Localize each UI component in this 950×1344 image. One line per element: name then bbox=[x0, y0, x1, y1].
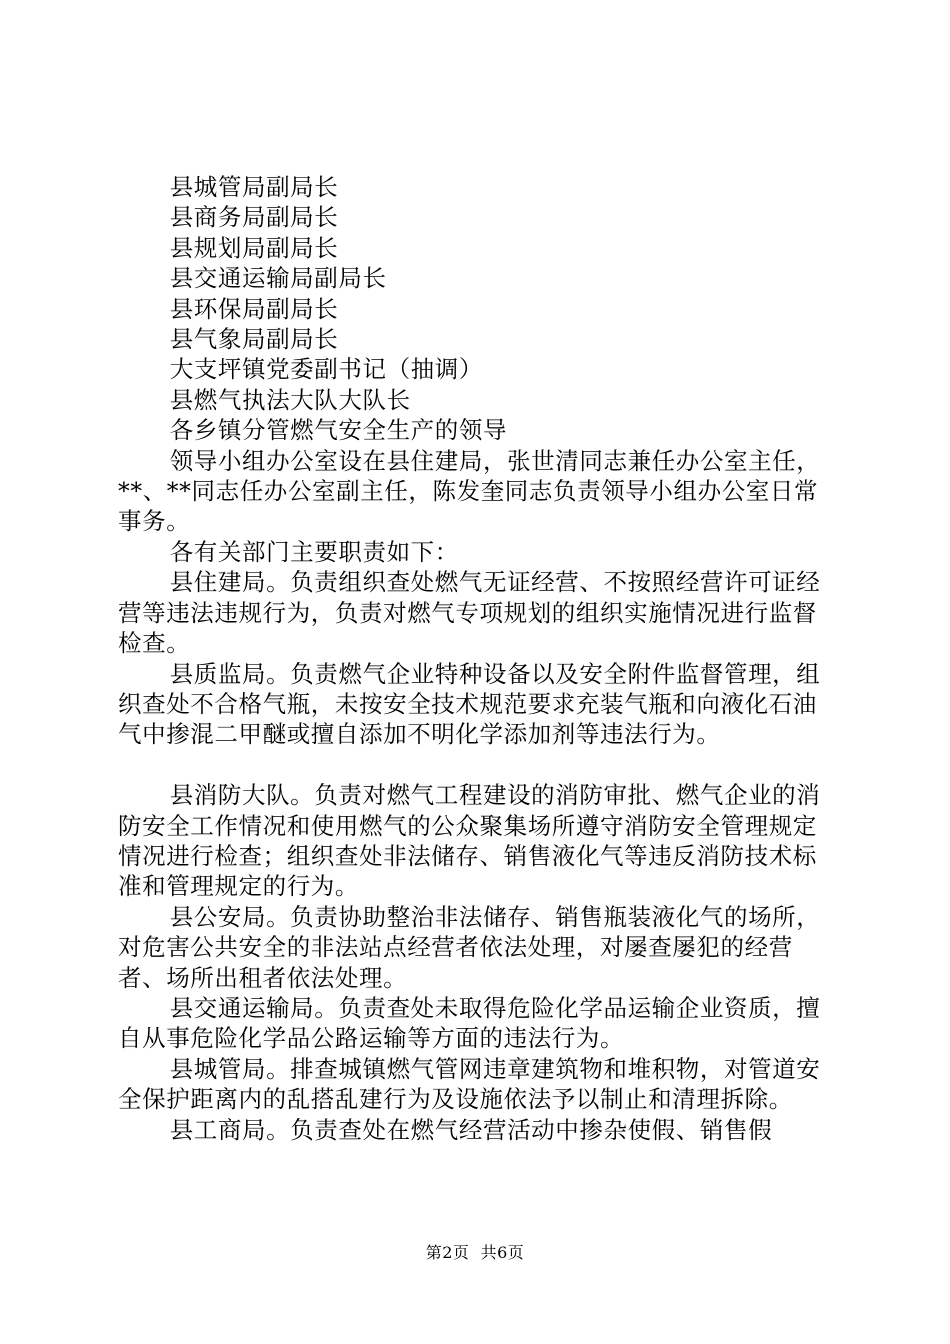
duty-paragraph: 县工商局。负责查处在燃气经营活动中掺杂使假、销售假 bbox=[169, 1115, 773, 1144]
duty-paragraph: 县住建局。负责组织查处燃气无证经营、不按照经营许可证经营等违法违规行为，负责对燃气专项规划的组织实施情况进行监督检查。 bbox=[118, 568, 821, 658]
duty-paragraph: 县交通运输局。负责查处未取得危险化学品运输企业资质，擅自从事危险化学品公路运输等方面的违法行为。 bbox=[118, 993, 821, 1053]
page-footer bbox=[0, 1243, 950, 1263]
duties-heading: 各有关部门主要职责如下： bbox=[169, 537, 459, 566]
blank-line bbox=[118, 750, 838, 780]
member-line: 县环保局副局长 bbox=[169, 294, 339, 323]
member-line: 大支坪镇党委副书记（抽调） bbox=[169, 355, 483, 384]
office-paragraph: 领导小组办公室设在县住建局，张世清同志兼任办公室主任，**、**同志任办公室副主任，陈发奎同志负责领导小组办公室日常事务。 bbox=[118, 446, 821, 536]
document-body bbox=[118, 172, 838, 1145]
member-line: 县城管局副局长 bbox=[169, 173, 339, 201]
duty-paragraph: 县质监局。负责燃气企业特种设备以及安全附件监督管理，组织查处不合格气瓶，未按安全技术规范要求充装气瓶和向液化石油气中掺混二甲醚或擅自添加不明化学添加剂等违法行为。 bbox=[118, 659, 821, 749]
member-line: 各乡镇分管燃气安全生产的领导 bbox=[169, 416, 508, 445]
duty-paragraph: 县消防大队。负责对燃气工程建设的消防审批、燃气企业的消防安全工作情况和使用燃气的公众聚集场所遵守消防安全管理规定情况进行检查；组织查处非法储存、销售液化气等违反消防技术标准和管理规定的行为。 bbox=[118, 781, 821, 901]
duty-paragraph: 县城管局。排查城镇燃气管网违章建筑物和堆积物，对管道安全保护距离内的乱搭乱建行为及设施依法予以制止和清理拆除。 bbox=[118, 1054, 821, 1114]
member-line: 县规划局副局长 bbox=[169, 233, 339, 262]
page-number: 第2页 共6页 bbox=[425, 1243, 525, 1262]
member-line: 县燃气执法大队大队长 bbox=[169, 385, 411, 414]
member-line: 县交通运输局副局长 bbox=[169, 264, 387, 293]
member-line: 县商务局副局长 bbox=[169, 203, 339, 232]
duty-paragraph: 县公安局。负责协助整治非法储存、销售瓶装液化气的场所，对危害公共安全的非法站点经营者依法处理，对屡查屡犯的经营者、场所出租者依法处理。 bbox=[118, 902, 821, 992]
member-line: 县气象局副局长 bbox=[169, 325, 339, 354]
